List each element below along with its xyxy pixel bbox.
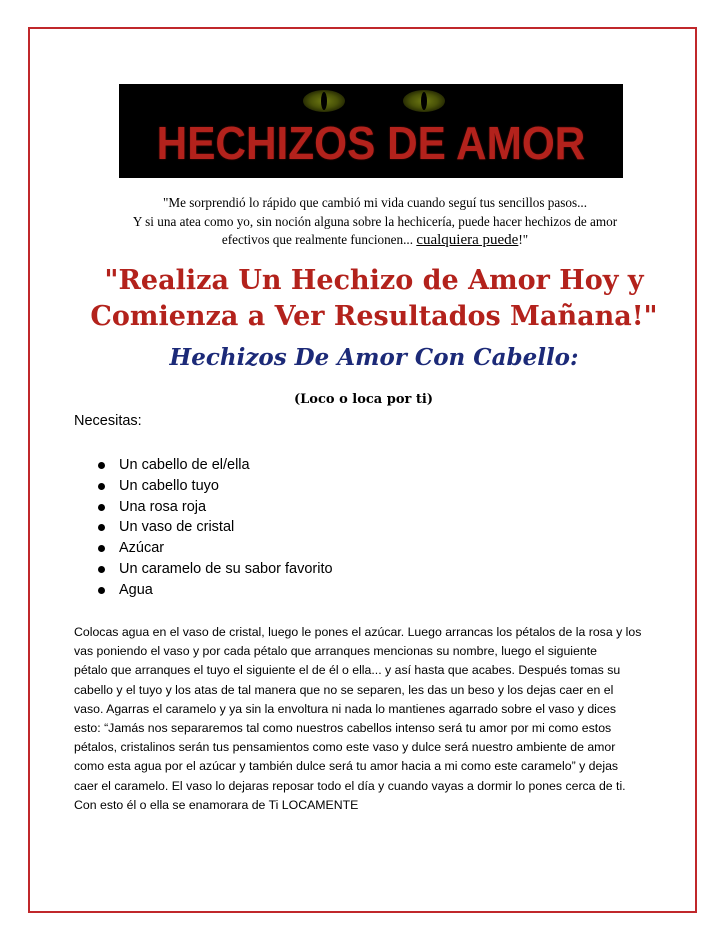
banner-title: HECHIZOS DE AMOR	[156, 117, 586, 169]
quote-line-1: "Me sorprendió lo rápido que cambió mi vida cuando seguí tus sencillos pasos...	[162, 195, 587, 210]
paragraph-line: caer el caramelo. El vaso lo dejaras reposar todo el día y cuando vayas a dormir lo pones cerca de ti.	[74, 778, 626, 793]
paragraph-line: esto: “Jamás nos separaremos tal como nuestros cabellos intenso será tu amor por mi como estos	[74, 721, 612, 736]
paragraph-line: pétalo que arranques el tuyo el siguiente el de él o ella... y así hasta que acabes. Después tomas su	[74, 663, 621, 678]
list-item: Un vaso de cristal	[92, 517, 333, 538]
main-headline	[70, 263, 678, 335]
paragraph-line: pétalos, cristalinos serán tus pensamientos como este vaso y dulce será nuestro ambiente de amor	[74, 740, 616, 755]
cat-eye-right-icon	[403, 90, 445, 112]
quote-line-2: Y si una atea como yo, sin noción alguna sobre la hechicería, puede hacer hechizos de amor	[132, 213, 618, 229]
cat-eye-left-icon	[303, 90, 345, 112]
list-item: Agua	[92, 580, 333, 601]
list-item: Azúcar	[92, 538, 333, 559]
spell-title: Hechizos De Amor Con Cabello:	[169, 344, 579, 371]
needs-label: Necesitas:	[74, 413, 142, 429]
ingredients-list	[92, 455, 333, 601]
headline-line-2: Comienza a Ver Resultados Mañana!"	[90, 301, 658, 332]
paragraph-line: como esta agua por el azúcar y también dulce será tu amor hacia a mi como este caramelo” y dejas	[74, 759, 619, 774]
quote-line-3	[80, 231, 670, 250]
paragraph-line: vas poniendo el vaso y por cada pétalo que arranques mencionas su nombre, luego el siguiente	[74, 644, 597, 659]
paragraph-line: Colocas agua en el vaso de cristal, luego le pones el azúcar. Luego arrancas los pétalos de la rosa y los	[74, 625, 642, 639]
list-item: Un cabello de el/ella	[92, 455, 333, 476]
banner-image	[119, 84, 623, 178]
paragraph-line: vaso. Agarras el caramelo y ya sin la envoltura ni nada lo mantienes agarrado sobre el vaso y dices	[74, 701, 617, 716]
quote-line-3-prefix: efectivos que realmente funcionen...	[221, 232, 417, 247]
list-item: Un cabello tuyo	[92, 476, 333, 497]
list-item: Un caramelo de su sabor favorito	[92, 559, 333, 580]
testimonial-quote	[80, 194, 670, 250]
cualquiera-puede-link[interactable]: cualquiera puede	[416, 232, 519, 248]
headline-line-1: "Realiza Un Hechizo de Amor Hoy y	[104, 265, 644, 296]
instructions-paragraph	[74, 623, 674, 815]
paragraph-line: cabello y el tuyo y los atas de tal manera que no se separen, les das un beso y los dejas caer en el	[74, 682, 614, 697]
quote-line-3-suffix: !"	[518, 232, 529, 247]
spell-subtitle: (Loco o loca por ti)	[294, 392, 433, 407]
list-item: Una rosa roja	[92, 497, 333, 518]
paragraph-line: Con esto él o ella se enamorara de Ti LOCAMENTE	[74, 797, 359, 812]
